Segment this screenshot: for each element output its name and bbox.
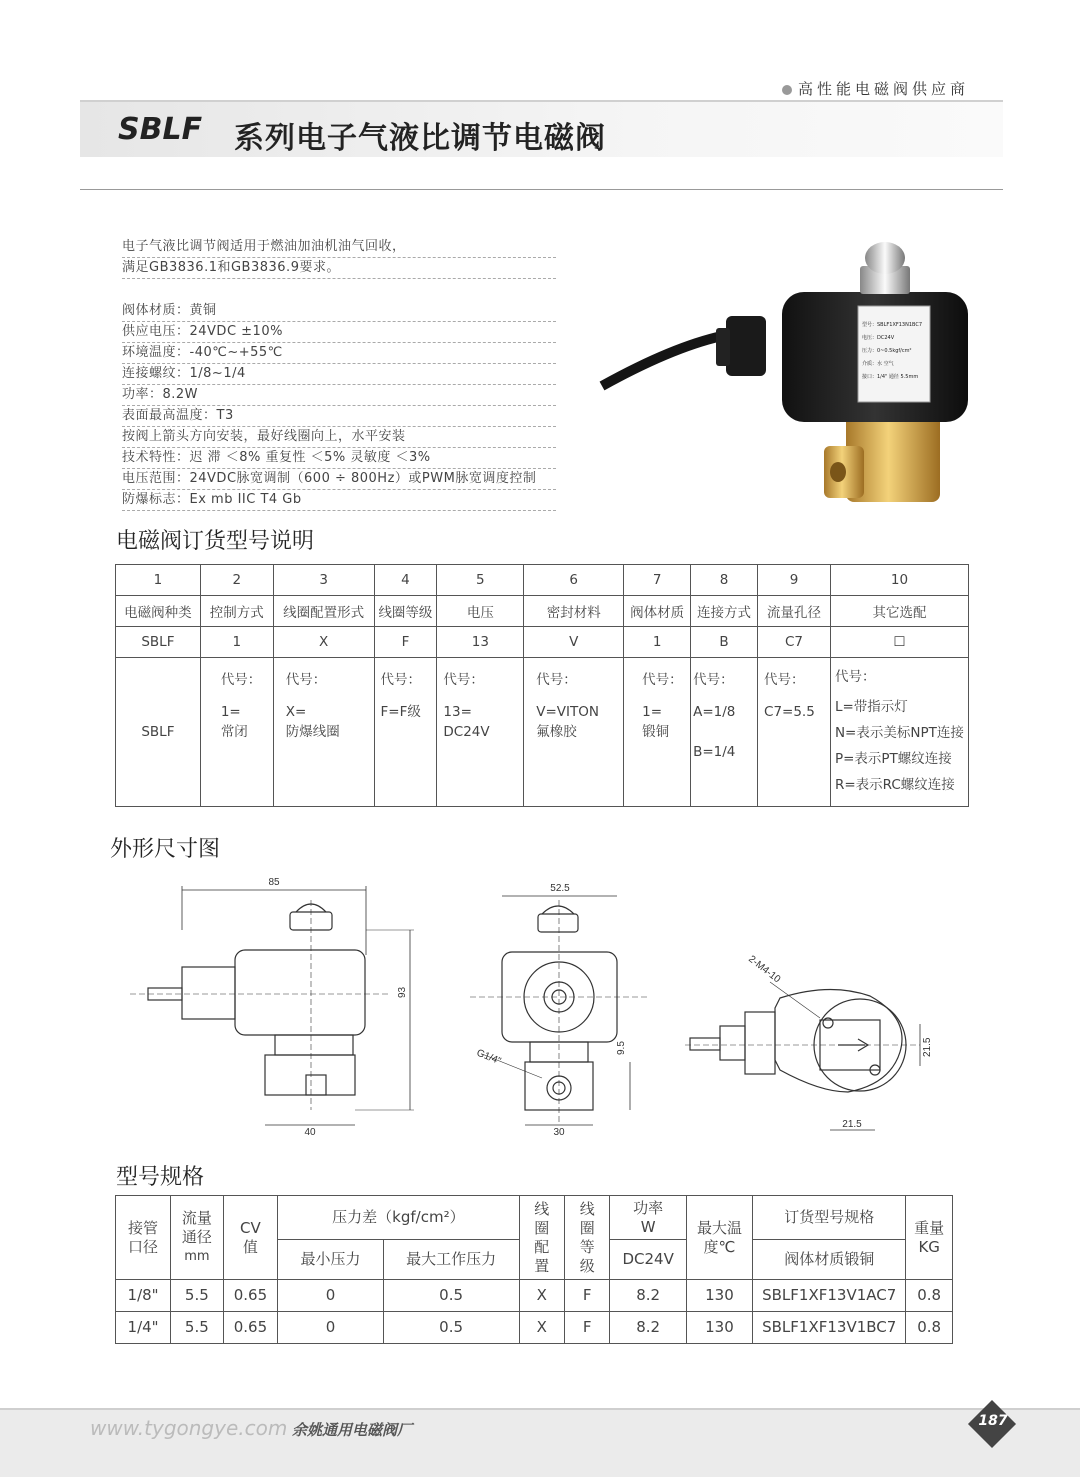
table-header: 连接方式	[691, 596, 758, 627]
table-header: 订货型号规格	[753, 1196, 906, 1240]
table-cell: F	[565, 1312, 610, 1344]
table-header: DC24V	[610, 1240, 686, 1280]
intro-line: 电子气液比调节阀适用于燃油加油机油气回收，	[122, 236, 556, 258]
side-view	[470, 883, 650, 1138]
table-cell: 5.5	[171, 1312, 223, 1344]
table-cell: 7	[624, 565, 691, 596]
dimension-drawings	[130, 870, 950, 1145]
detail-line: 防爆线圈	[285, 724, 340, 740]
spec-line: 技术特性：迟 滞 ＜8% 重复性 ＜5% 灵敏度 ＜3%	[122, 447, 556, 469]
table-cell: 2	[200, 565, 273, 596]
table-header: 最大温度℃	[686, 1196, 752, 1280]
table-cell: C7	[758, 627, 831, 658]
detail-line: L=带指示灯	[834, 699, 908, 715]
table-row	[116, 658, 969, 807]
table-cell: 8.2	[610, 1280, 686, 1312]
table-row	[116, 1312, 953, 1344]
table-cell: 130	[686, 1280, 752, 1312]
detail-line: F=F级	[380, 704, 421, 720]
table-cell: 0.65	[223, 1312, 278, 1344]
code-label: 代号：	[764, 672, 805, 688]
dim-label: G1/4"	[474, 1047, 503, 1068]
code-label: 代号：	[220, 672, 262, 688]
table-row	[116, 627, 969, 658]
detail-line: C7=5.5	[764, 704, 815, 720]
table-cell: F	[374, 627, 437, 658]
footer-url[interactable]: www.tygongye.com	[90, 1416, 288, 1440]
table-header: 线圈配置	[519, 1196, 564, 1280]
section-order-title: 电磁阀订货型号说明	[116, 529, 315, 554]
table-cell: SBLF1XF13V1AC7	[753, 1280, 906, 1312]
tagline	[782, 78, 969, 99]
table-row	[116, 565, 969, 596]
detail-line: 1=	[220, 704, 241, 720]
detail-line: N=表示美标NPT连接	[834, 725, 964, 741]
dim-label: 93	[397, 986, 408, 998]
table-cell: 6	[524, 565, 624, 596]
label-line: 型号：SBLF1XF13N1BC7	[862, 322, 923, 328]
detail-line: SBLF	[141, 724, 175, 740]
cable-gland	[726, 316, 766, 376]
detail-line: 氟橡胶	[536, 724, 577, 740]
checkbox-icon: ☐	[830, 627, 968, 658]
page-number: 187	[978, 1413, 1008, 1429]
dim-label: 52.5	[550, 883, 570, 894]
table-cell	[758, 658, 831, 807]
footer-company: 余姚通用电磁阀厂	[292, 1421, 413, 1439]
table-cell	[200, 658, 273, 807]
table-cell: 9	[758, 565, 831, 596]
table-header: 密封材料	[524, 596, 624, 627]
table-row	[116, 596, 969, 627]
code-label: 代号：	[834, 669, 876, 685]
table-cell	[374, 658, 437, 807]
table-cell: V	[524, 627, 624, 658]
port-hole	[830, 462, 846, 482]
product-photo	[596, 236, 976, 506]
table-cell: 1/4"	[116, 1312, 171, 1344]
table-row	[116, 1196, 953, 1240]
spec-line: 供应电压：24VDC ±10%	[122, 321, 556, 343]
order-code-table	[115, 564, 969, 807]
table-cell: 1/8"	[116, 1280, 171, 1312]
table-header: 阀体材质	[624, 596, 691, 627]
table-cell: B	[691, 627, 758, 658]
bullet-icon	[782, 85, 792, 95]
table-header: 功率W	[610, 1196, 686, 1240]
table-cell	[624, 658, 691, 807]
detail-line: X=	[285, 704, 307, 720]
dim-label: 21.5	[842, 1119, 862, 1130]
label-line: 压力：0~0.5kgf/cm²	[862, 348, 912, 354]
label-line: 电压：DC24V	[862, 335, 895, 341]
detail-line: A=1/8	[693, 704, 736, 720]
dim-label: 30	[553, 1127, 565, 1138]
tagline-text: 高性能电磁阀供应商	[798, 80, 970, 98]
code-label: 代号：	[536, 672, 577, 688]
table-cell: 8.2	[610, 1312, 686, 1344]
header-divider	[80, 189, 1003, 190]
table-cell	[437, 658, 524, 807]
front-view	[130, 877, 414, 1138]
table-cell	[116, 658, 201, 807]
table-header: 流量孔径	[758, 596, 831, 627]
table-cell: SBLF	[116, 627, 201, 658]
spec-line: 防爆标志：Ex mb IIC T4 Gb	[122, 489, 556, 511]
table-cell: 0.8	[906, 1280, 953, 1312]
section-dims-title: 外形尺寸图	[110, 837, 221, 862]
code-label: 代号：	[380, 672, 421, 688]
spec-line: 阀体材质：黄铜	[122, 300, 556, 322]
table-header: 最大工作压力	[383, 1240, 519, 1280]
table-cell: 0.5	[383, 1312, 519, 1344]
table-header: 最小压力	[278, 1240, 383, 1280]
label-line: 接口：1/4" 通径 5.5mm	[862, 374, 919, 380]
table-cell: 5	[437, 565, 524, 596]
table-cell: SBLF1XF13V1BC7	[753, 1312, 906, 1344]
detail-line: R=表示RC螺纹连接	[834, 777, 955, 793]
detail-line: B=1/4	[693, 744, 736, 760]
table-cell: 0	[278, 1312, 383, 1344]
dim-label: 9.5	[616, 1041, 627, 1055]
detail-line: 常闭	[220, 724, 248, 740]
code-label: 代号：	[443, 672, 484, 688]
intro-line: 满足GB3836.1和GB3836.9要求。	[122, 257, 556, 279]
code-label: 代号：	[285, 672, 327, 688]
table-header: 其它选配	[830, 596, 968, 627]
spec-line: 表面最高温度：T3	[122, 405, 556, 427]
table-header: 压力差（kgf/cm²）	[278, 1196, 519, 1240]
table-cell: 1	[624, 627, 691, 658]
table-header: 接管口径	[116, 1196, 171, 1280]
detail-line: DC24V	[443, 724, 490, 740]
label-line: 介质：水 空气	[862, 361, 894, 367]
cap-nut	[865, 242, 905, 274]
table-header: 线圈等级	[374, 596, 437, 627]
top-view	[685, 954, 933, 1130]
table-cell	[524, 658, 624, 807]
table-cell: X	[519, 1312, 564, 1344]
page-title: 系列电子气液比调节电磁阀	[234, 121, 606, 156]
detail-line: V=VITON	[536, 704, 599, 720]
header-text: 流量通径	[181, 1209, 212, 1246]
table-cell: 0.65	[223, 1280, 278, 1312]
code-label: 代号：	[693, 672, 734, 688]
spec-line: 环境温度：-40℃~+55℃	[122, 342, 556, 364]
detail-line: 13=	[443, 704, 472, 720]
table-cell: 13	[437, 627, 524, 658]
table-cell: 5.5	[171, 1280, 223, 1312]
dim-label: 85	[268, 877, 280, 888]
table-cell: 1	[200, 627, 273, 658]
detail-line: 1=	[642, 704, 663, 720]
table-cell: 4	[374, 565, 437, 596]
table-header	[171, 1196, 223, 1280]
table-cell	[273, 658, 374, 807]
table-cell: 8	[691, 565, 758, 596]
table-header: 线圈等级	[565, 1196, 610, 1280]
spec-table	[115, 1195, 953, 1344]
table-cell: X	[519, 1280, 564, 1312]
table-row	[116, 1280, 953, 1312]
dim-label: 21.5	[922, 1037, 933, 1057]
spec-line: 功率：8.2W	[122, 384, 556, 406]
spec-line: 连接螺纹：1/8~1/4	[122, 363, 556, 385]
table-header: CV值	[223, 1196, 278, 1280]
table-cell: 0.8	[906, 1312, 953, 1344]
table-cell: 3	[273, 565, 374, 596]
table-header: 电压	[437, 596, 524, 627]
code-label: 代号：	[642, 672, 683, 688]
table-cell: F	[565, 1280, 610, 1312]
dim-label: 2-M4-10	[746, 953, 783, 986]
dim-label: 40	[304, 1127, 316, 1138]
gland-nut	[716, 328, 730, 366]
header-unit: mm	[184, 1249, 210, 1264]
brand-title: SBLF	[118, 112, 203, 147]
table-cell	[830, 658, 968, 807]
table-cell: 0.5	[383, 1280, 519, 1312]
detail-line: 锻铜	[642, 724, 670, 740]
section-spec-title: 型号规格	[116, 1165, 205, 1190]
spec-line: 电压范围：24VDC脉宽调制（600 ÷ 800Hz）或PWM脉宽调度控制	[122, 468, 556, 490]
table-cell: 1	[116, 565, 201, 596]
table-header: 阀体材质锻铜	[753, 1240, 906, 1280]
table-header: 控制方式	[200, 596, 273, 627]
nameplate	[858, 306, 930, 402]
table-header: 重量KG	[906, 1196, 953, 1280]
table-cell: X	[273, 627, 374, 658]
table-header: 电磁阀种类	[116, 596, 201, 627]
detail-line: P=表示PT螺纹连接	[834, 751, 952, 767]
table-cell: 0	[278, 1280, 383, 1312]
table-header: 线圈配置形式	[273, 596, 374, 627]
table-cell: 130	[686, 1312, 752, 1344]
table-cell	[691, 658, 758, 807]
table-cell: 10	[830, 565, 968, 596]
spec-line: 按阀上箭头方向安装，最好线圈向上，水平安装	[122, 426, 556, 448]
